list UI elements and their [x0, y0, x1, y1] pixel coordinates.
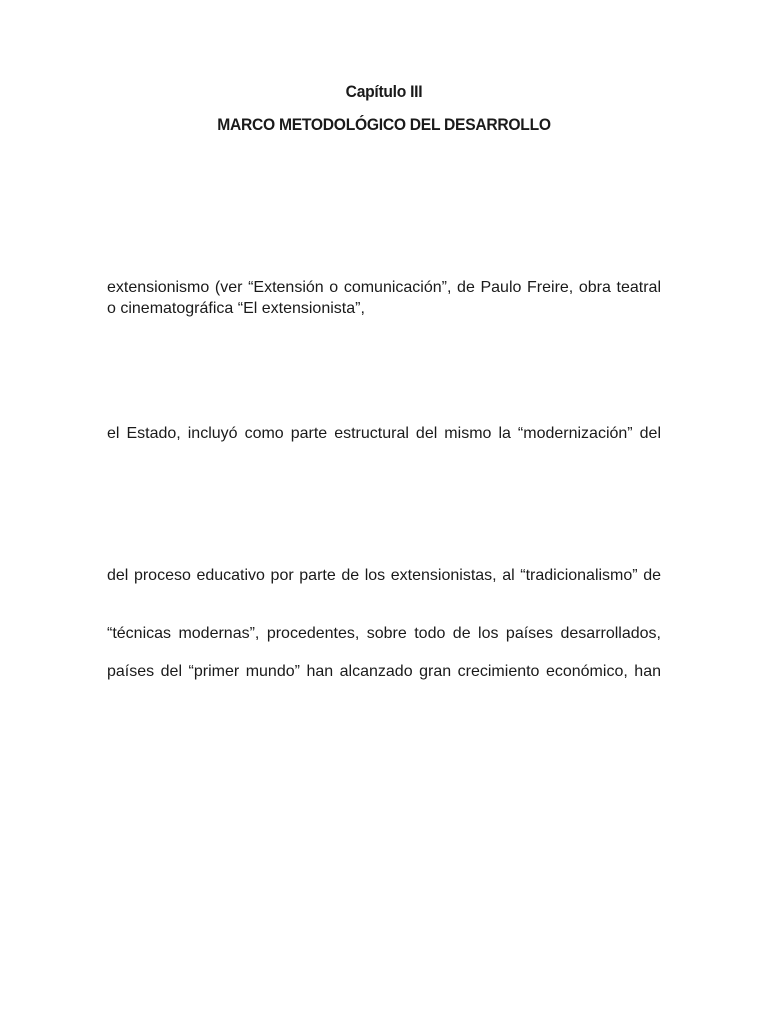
chapter-number: Capítulo III [345, 82, 423, 101]
body-text-line: extensionismo (ver “Extensión o comunicación”, de Paulo Freire, obra teatral [107, 279, 661, 296]
chapter-title: MARCO METODOLÓGICO DEL DESARROLLO [217, 115, 551, 134]
body-text-line: el Estado, incluyó como parte estructural del mismo la “modernización” del [107, 425, 661, 442]
body-text-line: o cinematográfica “El extensionista”, [107, 300, 365, 317]
body-text-line: del proceso educativo por parte de los extensionistas, al “tradicionalismo” de [107, 567, 661, 584]
body-text-line: “técnicas modernas”, procedentes, sobre todo de los países desarrollados, [107, 625, 661, 642]
body-text-line: países del “primer mundo” han alcanzado gran crecimiento económico, han [107, 663, 661, 680]
